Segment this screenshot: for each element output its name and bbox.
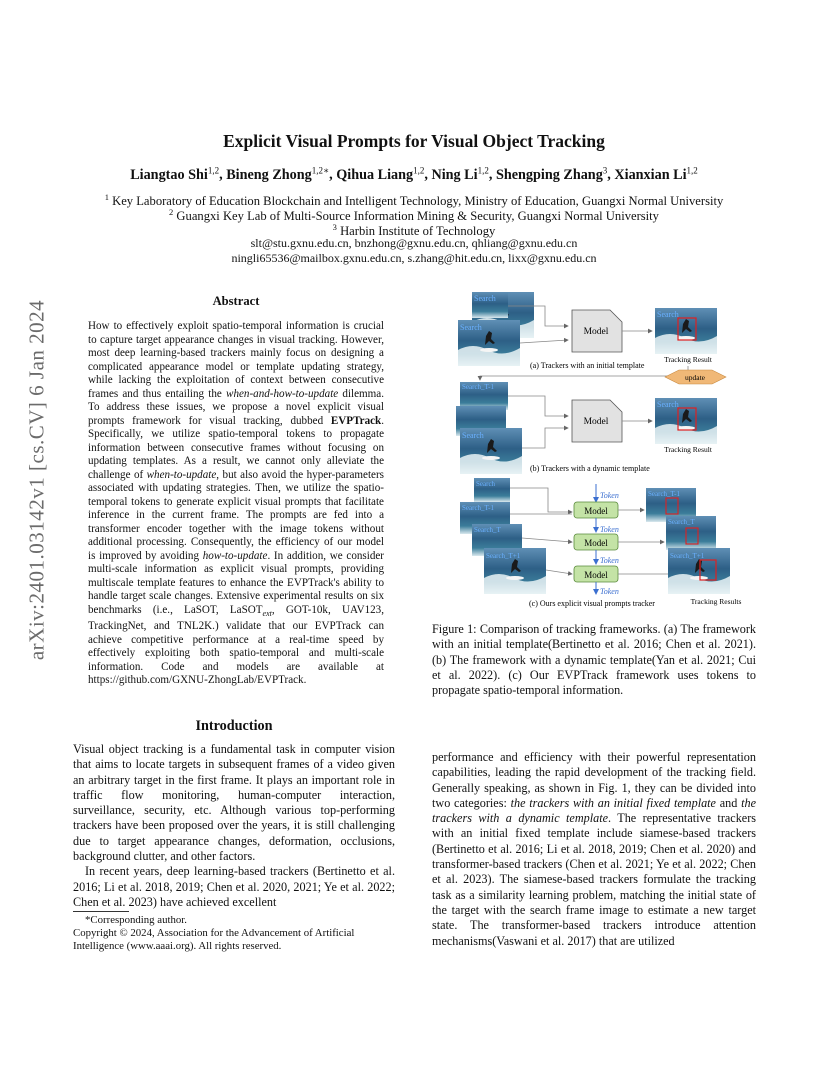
paragraph: In recent years, deep learning-based trackers (Bertinetto et al. 2016; Li et al. 2018, 2019; Chen et al. 2020, 2021; Ye et al. 2022; Chen et al. 2023) have achieved excellent (73, 864, 395, 909)
right-column-body (432, 750, 756, 949)
author-list: Liangtao Shi$^{1,2}$, Bineng Zhong$^{1,2∗}$, Qihua Liang$^{1,2}$, Ning Li$^{1,2}$, Shengping Zhang$^3$, Xianxian Li$^{1,2}$ (130, 165, 698, 183)
figure-1 (450, 288, 760, 614)
author: Bineng Zhong$^{1,2∗}$ (226, 165, 330, 183)
model-label: Model (584, 538, 608, 548)
token-label: Token (600, 556, 619, 565)
figure-caption: Figure 1: Comparison of tracking frameworks. (a) The framework with an initial template(Bertinetto et al. 2016; Chen et al. 2021). (b) The framework with a dynamic template(Yan et al. 2021; Cui et al. 2022). (c) Our EVPTrack framework uses tokens to propagate spatio-temporal information. (432, 622, 756, 698)
update-label: update (685, 373, 705, 382)
token-label: Token (600, 525, 619, 534)
model-label: Model (583, 327, 609, 337)
paragraph: performance and efficiency with their powerful representation capabilities, leading the rapid development of the tracking field. Generally speaking, as shown in Fig. 1, they can be divided into two categories: the trackers with an initial fixed template and the trackers with a dynamic template. The representative trackers with an initial fixed template include siamese-based trackers (Bertinetto et al. 2016; Li et al. 2018, 2019; Chen et al. 2020) and transformer-based trackers (Chen et al. 2021; Ye et al. 2022; Chen et al. 2023). The siamese-based trackers formulate the tracking task as a similarity learning problem, matching the initial state of the target with the search frame image to estimate a new target state. The transformer-based trackers introduce attention mechanisms(Vaswani et al. 2017) that are utilized (432, 750, 757, 948)
figure-label: Search (462, 431, 484, 440)
subfigure-caption: (c) Ours explicit visual prompts tracker (529, 599, 655, 608)
email-line: ningli65536@mailbox.gxnu.edu.cn, s.zhang@hit.edu.cn, lixx@gxnu.edu.cn (231, 251, 597, 265)
panel-b (456, 366, 726, 474)
tracking-result-label: Tracking Result (664, 445, 712, 454)
figure-label: Search_T (474, 526, 501, 534)
figure-label: Search_T+1 (670, 552, 705, 560)
introduction-heading: Introduction (195, 718, 273, 734)
figure-label: Search (657, 400, 679, 409)
introduction-body (73, 742, 395, 910)
arxiv-identifier: arXiv:2401.03142v1 [cs.CV] 6 Jan 2024 (24, 299, 49, 661)
affiliation: $^1$ Key Laboratory of Education Blockchain and Intelligent Technology, Ministry of Education, Guangxi Normal University (104, 192, 724, 209)
footnote: *Corresponding author. Copyright © 2024, Association for the Advancement of Artificial Intelligence (www.aaai.org). All rights reserved. (73, 914, 355, 953)
email-line: slt@stu.gxnu.edu.cn, bnzhong@gxnu.edu.cn, qhliang@gxnu.edu.cn (250, 236, 578, 250)
paper-title: Explicit Visual Prompts for Visual Object Tracking (223, 131, 605, 151)
tracking-results-label: Tracking Results (690, 597, 742, 606)
token-label: Token (600, 587, 619, 596)
panel-a (458, 292, 717, 370)
paragraph: Visual object tracking is a fundamental task in computer vision that aims to locate targets in subsequent frames of a video given an arbitrary target in the first frame. It plays an important role in traffic flow monitoring, human-computer interaction, surveillance, security, etc. Although various top-performing trackers have been proposed over the years, it is still challenging due to target appearance changes, deformation, occlusions, background clutter, and other factors. (73, 742, 395, 864)
model-label: Model (584, 506, 608, 516)
author: Shengping Zhang$^3$ (495, 165, 608, 183)
author: Qihua Liang$^{1,2}$ (336, 165, 425, 183)
affiliation: $^2$ Guangxi Key Lab of Multi-Source Information Mining & Security, Guangxi Normal University (169, 207, 659, 224)
abstract-heading: Abstract (212, 294, 260, 308)
subfigure-caption: (a) Trackers with an initial template (530, 361, 645, 370)
figure-label: Search_T-1 (462, 504, 495, 512)
figure-label: Search_T+1 (486, 552, 521, 560)
figure-label: Search (476, 480, 496, 488)
figure-label: Search (460, 323, 482, 332)
affiliation: $^3$ Harbin Institute of Technology (332, 222, 496, 239)
model-label: Model (583, 417, 609, 427)
footnote-rule (73, 911, 129, 912)
figure-label: Search_T-1 (648, 490, 681, 498)
author: Ning Li$^{1,2}$ (431, 165, 489, 183)
token-label: Token (600, 491, 619, 500)
arxiv-sidebar (22, 300, 52, 660)
author: Xianxian Li$^{1,2}$ (614, 165, 698, 183)
figure-label: Search_T-1 (462, 383, 495, 391)
tracking-result-label: Tracking Result (664, 355, 712, 364)
panel-c (460, 478, 741, 608)
abstract-body: How to effectively exploit spatio-temporal information is crucial to capture target appearance changes in visual tracking. However, most deep learning-based trackers mainly focus on designing a complicated appearance model or template updating strategy, while lacking the exploitation of context between consecutive frames and thus entailing the when-and-how-to-update dilemma. To address these issues, we propose a novel explicit visual prompts framework for visual tracking, dubbed EVPTrack. Specifically, we utilize spatio-temporal tokens to propagate information between consecutive frames without focusing on updating templates. As a result, we cannot only alleviate the challenge of when-to-update, but also avoid the hyper-parameters associated with updating strategies. Then, we utilize the spatio-temporal tokens to generate explicit visual prompts that facilitate inference in the current frame. The prompts are fed into a transformer encoder together with the image tokens without additional processing. Consequently, the efficiency of our model is improved by avoiding how-to-update. In addition, we consider multi-scale information as explicit visual prompts, providing multiscale template features to enhance the EVPTrack's ability to handle target scale changes. Extensive experimental results on six benchmarks (i.e., LaSOT, LaSOT$_{ext}$, GOT-10k, UAV123, TrackingNet, and TNL2K.) validate that our EVPTrack can achieve competitive performance at a real-time speed by effectively exploiting both spatio-temporal and multi-scale information. Code and models are available at https://github.com/GXNU-ZhongLab/EVPTrack. (88, 320, 384, 687)
subfigure-caption: (b) Trackers with a dynamic template (530, 464, 650, 473)
figure-label: Search (657, 310, 679, 319)
figure-label: Search_T (668, 518, 695, 526)
model-label: Model (584, 570, 608, 580)
author: Liangtao Shi$^{1,2}$ (130, 165, 220, 183)
figure-label: Search (474, 294, 496, 303)
